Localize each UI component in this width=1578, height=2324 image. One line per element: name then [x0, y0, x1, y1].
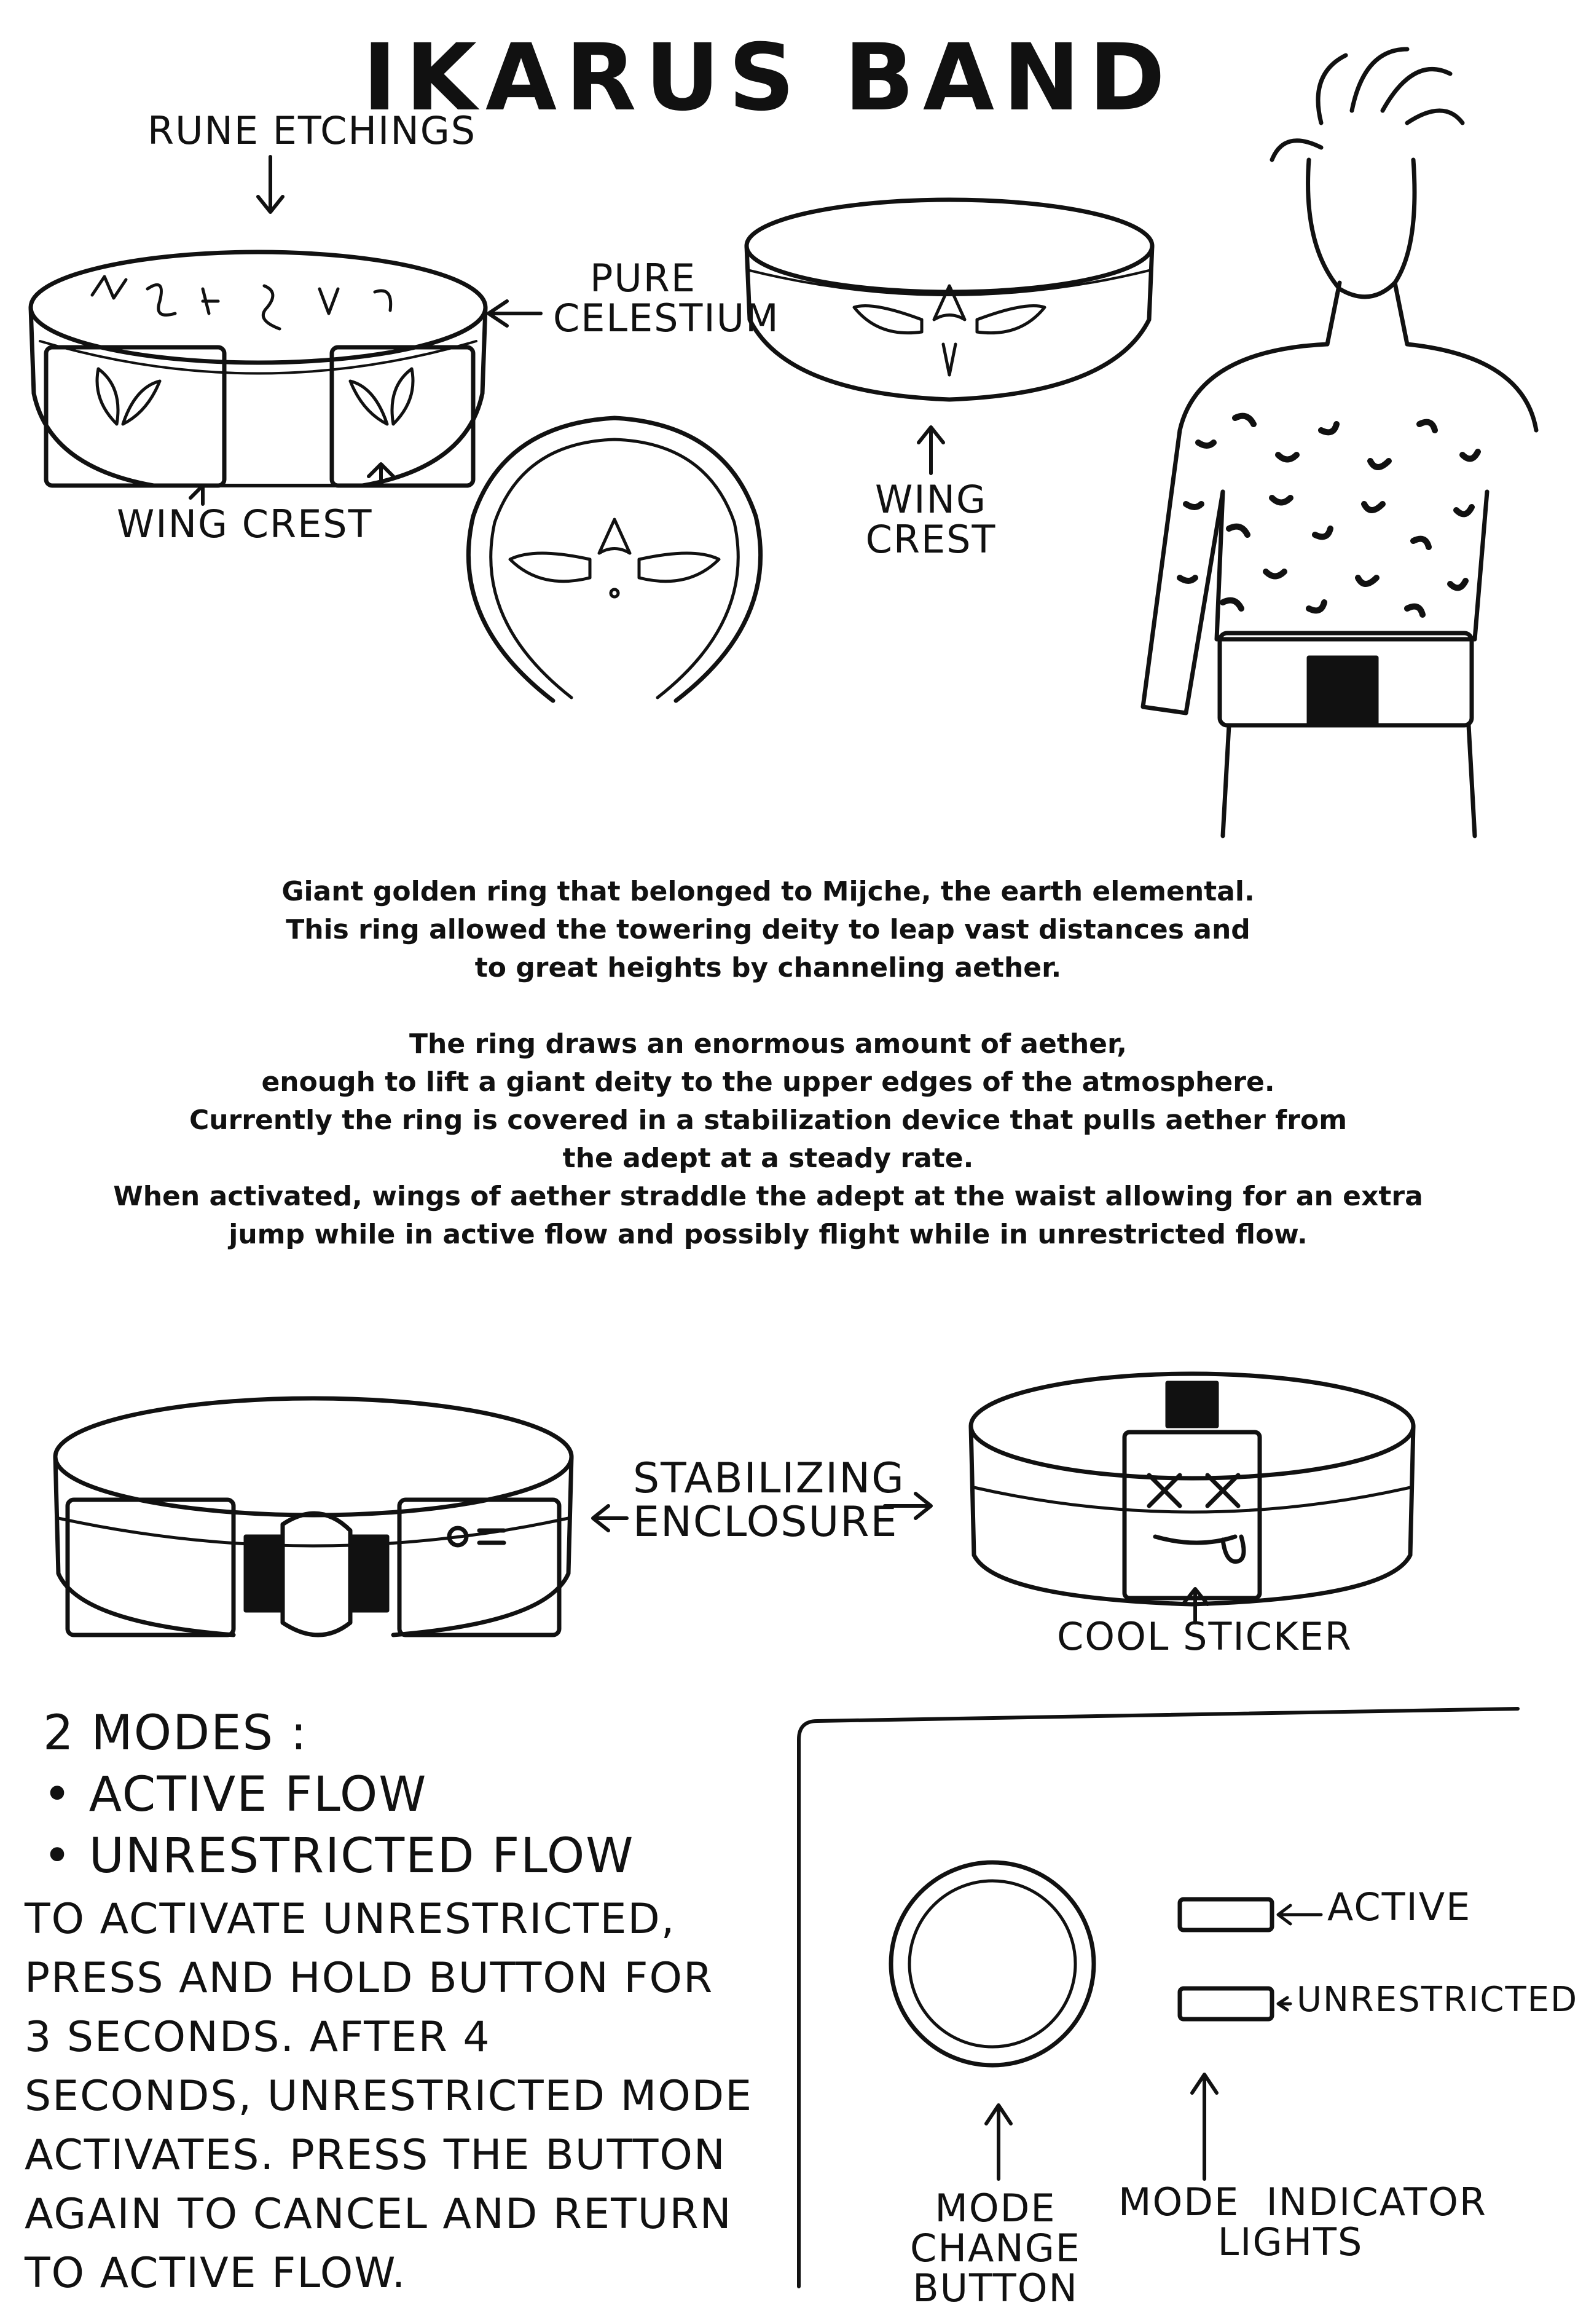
instruction-line: 3 SECONDS. AFTER 4: [25, 2013, 491, 2062]
instruction-line: AGAIN TO CANCEL AND RETURN: [25, 2190, 732, 2239]
wing-crest-left-arrow: [190, 464, 393, 504]
modes-item-active: • ACTIVE FLOW: [43, 1767, 428, 1822]
enclosure-left-arrow: [593, 1506, 627, 1530]
mode-indicator-lights-line2: LIGHTS: [1217, 2220, 1364, 2265]
instruction-line: TO ACTIVATE UNRESTRICTED,: [25, 1895, 676, 1944]
activation-instructions: [25, 1890, 753, 2303]
cool-sticker-panel: [1125, 1432, 1260, 1598]
description-line: The ring draws an enormous amount of aether,: [409, 1028, 1127, 1060]
stabilizing-enclosure-line1: STABILIZING: [633, 1454, 905, 1503]
stabilizing-enclosure-label: [633, 1454, 905, 1547]
active-light-drawing: [1180, 1899, 1272, 1930]
active-light-label: ACTIVE: [1327, 1885, 1472, 1929]
mode-change-button-drawing: [891, 1862, 1094, 2065]
description-line: When activated, wings of aether straddle the adept at the waist allowing for an extra: [113, 1181, 1423, 1212]
mode-indicator-lights-line1: MODE INDICATOR: [1118, 2180, 1487, 2224]
rune-etchings-marks: [92, 277, 391, 329]
modes-heading: 2 MODES :: [43, 1706, 308, 1761]
instruction-line: PRESS AND HOLD BUTTON FOR: [25, 1954, 714, 2003]
band-closed-front-drawing: [747, 200, 1152, 400]
band-open-front-drawing: [31, 252, 485, 486]
rune-etchings-label: RUNE ETCHINGS: [147, 108, 477, 153]
modes-list: [43, 1703, 634, 1887]
description-line: jump while in active flow and possibly flight while in unrestricted flow.: [229, 1219, 1308, 1250]
mode-change-button-line1: MODE: [935, 2186, 1056, 2231]
instruction-line: SECONDS, UNRESTRICTED MODE: [25, 2072, 753, 2121]
wing-crest-left-label: WING CREST: [117, 502, 373, 546]
description-line: This ring allowed the towering deity to leap vast distances and: [286, 914, 1250, 945]
unrestricted-light-label: UNRESTRICTED: [1297, 1980, 1578, 2020]
wing-crest-right-label-line2: CREST: [865, 517, 997, 562]
rune-etchings-arrow: [258, 157, 283, 212]
pure-celestium-label-line2: CELESTIUM: [553, 296, 780, 341]
instruction-line: TO ACTIVE FLOW.: [25, 2249, 407, 2298]
description-line: Currently the ring is covered in a stabilization device that pulls aether from: [189, 1105, 1348, 1136]
character-sketch: [1143, 49, 1536, 836]
mode-change-button-label: [885, 2186, 1106, 2311]
pure-celestium-label: [553, 256, 780, 341]
description-line: Giant golden ring that belonged to Mijche, the earth elemental.: [281, 876, 1255, 907]
modes-item-unrestricted: • UNRESTRICTED FLOW: [43, 1829, 635, 1884]
pure-celestium-arrow: [489, 301, 541, 326]
description-text: [80, 873, 1456, 1254]
wing-crest-right-arrow: [919, 427, 943, 473]
description-line: enough to lift a giant deity to the upper edges of the atmosphere.: [261, 1066, 1275, 1098]
description-line: to great heights by channeling aether.: [474, 952, 1062, 983]
pure-celestium-label-line1: PURE: [590, 256, 697, 301]
cool-sticker-label: COOL STICKER: [1057, 1614, 1352, 1659]
stabilizing-enclosure-line2: ENCLOSURE: [633, 1498, 898, 1547]
unrestricted-light-drawing: [1180, 1988, 1272, 2019]
wing-crest-right-label-line1: WING: [874, 477, 987, 522]
enclosure-band-open-drawing: [55, 1398, 571, 1635]
mode-change-button-line3: BUTTON: [913, 2266, 1078, 2311]
description-line: the adept at a steady rate.: [562, 1143, 974, 1174]
instruction-line: ACTIVATES. PRESS THE BUTTON: [25, 2131, 726, 2180]
mode-indicator-lights-label: [1118, 2180, 1487, 2265]
page-title: IKARUS BAND: [362, 25, 1174, 132]
wing-crest-marks: [97, 369, 413, 424]
shirt-pattern: [1180, 416, 1478, 615]
wing-crest-right-label: [860, 477, 1002, 562]
band-side-ring-drawing: [468, 418, 760, 701]
enclosure-band-closed-drawing: [971, 1374, 1413, 1604]
paragraph-gap: [80, 987, 1456, 1025]
mode-change-button-line2: CHANGE: [910, 2226, 1081, 2271]
